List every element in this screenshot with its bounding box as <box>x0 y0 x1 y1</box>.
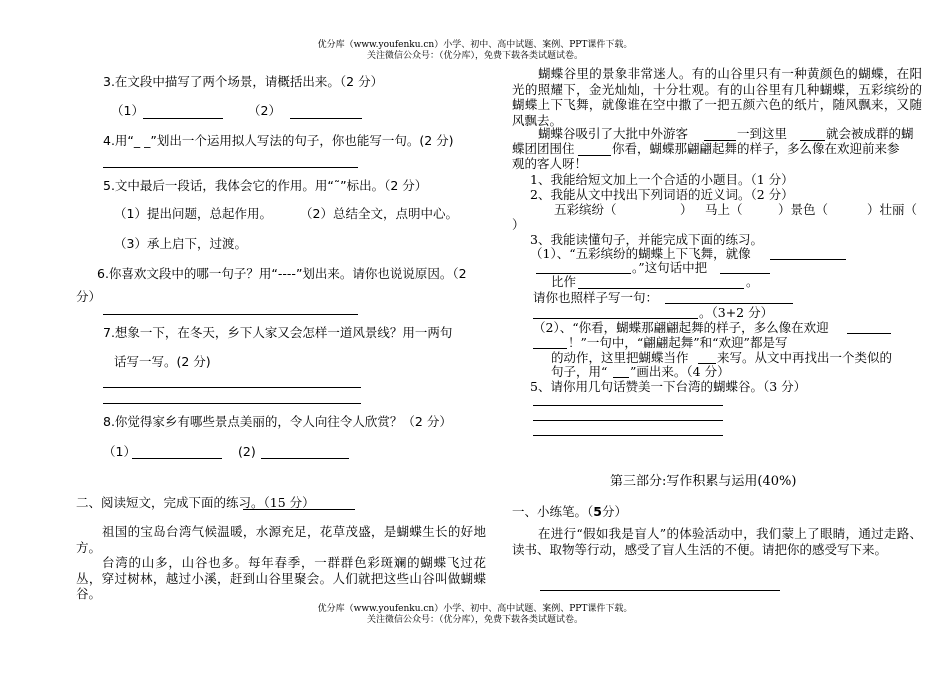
q3-2-blank-4[interactable] <box>613 376 629 378</box>
page-header <box>0 40 950 62</box>
q5-option-2: （2）总结全文，点明中心。 <box>300 206 458 221</box>
header-line-1: 优分库（www.youfenku.cn）小学、初中、高中试题、案例、PPT课件下载。 <box>317 40 633 50</box>
q8-answer-1-line[interactable] <box>132 457 222 459</box>
q3-1-text-c: 比作 <box>551 274 577 289</box>
q7-answer-line-2[interactable] <box>103 402 361 404</box>
p4-text-f: 观的客人呀！ <box>512 156 588 171</box>
q4-answer-line[interactable] <box>103 166 358 168</box>
section-1-title-a: 一、小练笔。（ <box>512 504 594 519</box>
q8-answer-2-label: (2) <box>238 444 256 459</box>
q3-1-blank-1[interactable] <box>770 258 846 260</box>
q3-2-blank-2[interactable] <box>533 347 567 349</box>
q3-1-text-b: 。”这句话中把 <box>632 260 708 275</box>
question-7-line-2: 话写一写。(2 分) <box>114 354 211 369</box>
page-footer <box>0 604 950 626</box>
p4-text-a: 蝴蝶谷吸引了大批中外游客 <box>538 126 689 141</box>
footer-line-1: 优分库（www.youfenku.cn）小学、初中、高中试题、案例、PPT课件下载。 <box>317 604 633 614</box>
q3-1-text-f: 。（3+2 分） <box>699 305 774 320</box>
q3-1-text-a: （1）、“五彩缤纷的蝴蝶上下飞舞，就像 <box>530 246 751 261</box>
q7-answer-line-1[interactable] <box>103 386 361 388</box>
section-1-title-c: 分） <box>601 504 627 519</box>
right-question-2: 2、我能从文中找出下列词语的近义词。（2 分） <box>530 187 794 202</box>
q3-2-text-c: 的动作，这里把蝴蝶当作 <box>551 350 689 365</box>
q8-answer-2-line[interactable] <box>261 457 349 459</box>
question-4: 4.用“_ _”划出一个运用拟人写法的句子，你也能写一句。(2 分) <box>103 133 454 148</box>
footer-line-2: 关注微信公众号：（优分库），免费下载各类试题试卷。 <box>366 615 583 625</box>
q3-1-blank-4[interactable] <box>578 287 744 289</box>
question-7-line-1: 7.想象一下，在冬天，乡下人家又会怎样一道风景线？用一两句 <box>103 325 453 340</box>
p4-text-e: 你看，蝴蝶那翩翩起舞的样子，多么像在欢迎前来参 <box>612 141 900 156</box>
q2-word-2: 马上（ <box>705 202 743 217</box>
section-2-title: 二、阅读短文，完成下面的练习。（15 分） <box>76 495 315 510</box>
section-1-score: 5 <box>593 504 602 519</box>
q2-word-4: ）壮丽（ <box>867 202 918 217</box>
q3-answer-1-label: （1） <box>111 103 144 118</box>
q5-answer-line-1[interactable] <box>533 404 723 406</box>
q3-2-text-e: 句子，用“ <box>551 364 608 379</box>
q3-1-text-d: 。 <box>746 274 759 289</box>
right-question-3: 3、我能读懂句子，并能完成下面的练习。 <box>530 232 763 247</box>
q3-1-blank-5[interactable] <box>665 302 793 304</box>
question-8: 8.你觉得家乡有哪些景点美丽的，令人向往令人欣赏？（2 分） <box>103 414 452 429</box>
q3-2-text-d: 来写。从文中再找出一个类似的 <box>717 350 893 365</box>
q3-1-text-e: 请你也照样子写一句： <box>533 290 659 305</box>
writing-prompt: 在进行“假如我是盲人”的体验活动中，我们蒙上了眼睛，通过走路、读书、取物等行动，感受了盲人生活的不便。请把你的感受写下来。 <box>512 526 922 557</box>
q3-2-text-a: （2）、“你看，蝴蝶那翩翩起舞的样子，多么像在欢迎 <box>533 320 829 335</box>
q3-answer-2-label: （2） <box>248 103 281 118</box>
p4-text-d: 蝶团团围住 <box>512 141 575 156</box>
section-1-title <box>512 504 627 520</box>
q5-option-1: （1）提出问题，总起作用。 <box>114 206 272 221</box>
q8-answer-1-label: （1） <box>103 444 136 459</box>
question-5: 5.文中最后一段话，我体会它的作用。用“˜”标出。（2 分） <box>103 178 428 193</box>
q3-1-blank-3[interactable] <box>720 272 770 274</box>
q3-1-blank-6[interactable] <box>533 317 698 319</box>
part-3-title: 第三部分:写作积累与运用(40%) <box>610 474 797 489</box>
q5-answer-line-3[interactable] <box>533 434 723 436</box>
q2-word-1: 五彩缤纷（ <box>554 202 617 217</box>
right-question-5: 5、请你用几句话赞美一下台湾的蝴蝶谷。（3 分） <box>530 379 807 394</box>
q6-answer-line[interactable] <box>103 313 358 315</box>
q5-option-3: （3）承上启下，过渡。 <box>114 236 247 251</box>
q3-2-text-f: ”画出来。（4 分） <box>630 364 730 379</box>
right-question-1: 1、我能给短文加上一个合适的小题目。（1 分） <box>530 172 794 187</box>
writing-answer-line[interactable] <box>540 589 780 591</box>
q2-close: ） <box>512 217 525 232</box>
passage-paragraph-2: 台湾的山多，山谷也多。每年春季，一群群色彩斑斓的蝴蝶飞过花丛，穿过树林，越过小溪，赶到山谷里聚会。人们就把这些山谷叫做蝴蝶谷。 <box>76 555 486 601</box>
q3-answer-1-line[interactable] <box>143 117 223 119</box>
p4-text-b: 一到这里 <box>737 126 788 141</box>
q3-answer-2-line[interactable] <box>290 117 362 119</box>
q3-2-text-b: ！”一句中，“翩翩起舞”和“欢迎”都是写 <box>568 335 788 350</box>
section-2-title-line <box>243 508 355 510</box>
question-6-line-1: 6.你喜欢文段中的哪一句子？用“----”划出来。请你也说说原因。（2 <box>97 266 467 281</box>
p4-text-c: 就会被成群的蝴 <box>826 126 914 141</box>
q2-word-1-close: ） <box>680 202 693 217</box>
question-6-line-2: 分） <box>76 289 102 304</box>
q5-answer-line-2[interactable] <box>533 419 723 421</box>
q3-2-blank-1[interactable] <box>847 332 891 334</box>
q2-word-3: ）景色（ <box>778 202 829 217</box>
passage-paragraph-1: 祖国的宝岛台湾气候温暖，水源充足，花草茂盛，是蝴蝶生长的好地方。 <box>76 524 486 555</box>
passage-paragraph-3: 蝴蝶谷里的景象非常迷人。有的山谷里只有一种黄颜色的蝴蝶，在阳光的照耀下，金光灿灿，十分壮观。有的山谷里有几种蝴蝶，五彩缤纷的蝴蝶上下飞舞，就像谁在空中撒了一把五颜六色的纸片，随风飘来，又随风飘去。 <box>512 66 922 128</box>
header-line-2: 关注微信公众号：（优分库），免费下载各类试题试卷。 <box>366 51 583 61</box>
question-3: 3.在文段中描写了两个场景，请概括出来。（2 分） <box>103 74 384 89</box>
